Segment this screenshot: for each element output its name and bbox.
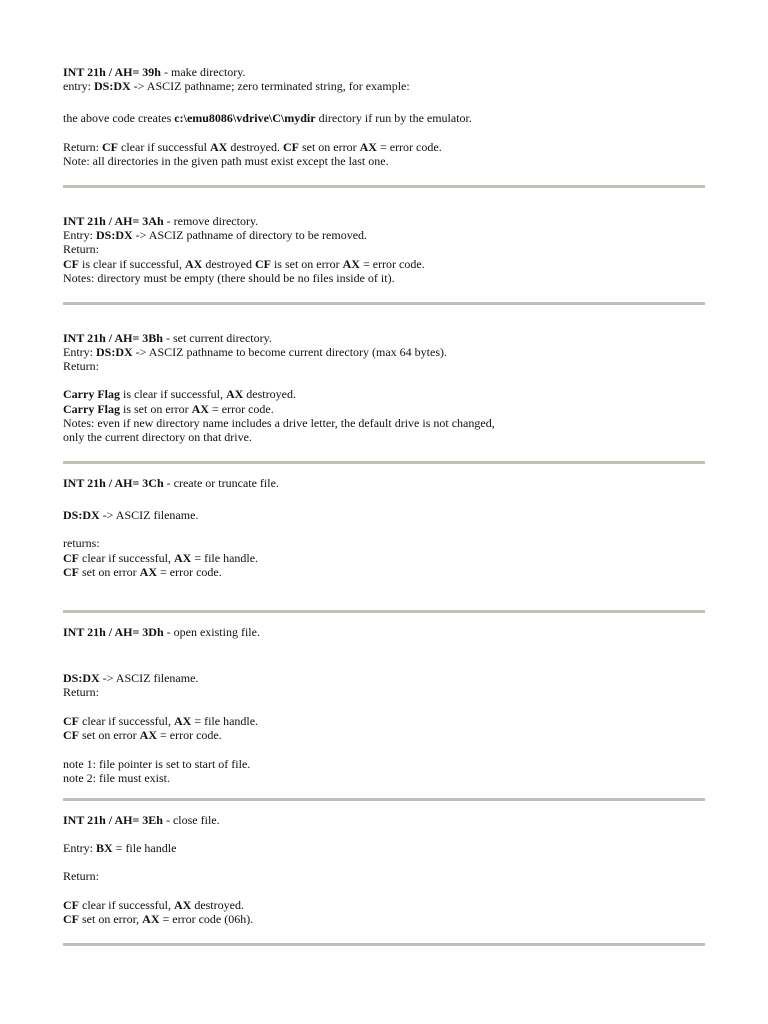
section-3dh-note-2: note 2: file must exist.	[63, 771, 170, 785]
section-3dh-cf-clear: CF clear if successful, AX = file handle.	[63, 714, 259, 728]
section-3bh-carry-set: Carry Flag is set on error AX = error code.	[63, 402, 274, 416]
section-3bh-note-2: only the current directory on that drive.	[63, 430, 252, 444]
section-39h-example: the above code creates c:\emu8086\vdrive\C\mydir directory if run by the emulator.	[63, 111, 472, 125]
section-3ch-heading: INT 21h / AH= 3Ch - create or truncate file.	[63, 476, 279, 490]
section-divider	[63, 461, 705, 464]
section-39h-note: Note: all directories in the given path must exist except the last one.	[63, 154, 389, 168]
section-3ah-cf: CF is clear if successful, AX destroyed CF is set on error AX = error code.	[63, 257, 425, 271]
section-3bh-entry: Entry: DS:DX -> ASCIZ pathname to become current directory (max 64 bytes).	[63, 345, 448, 359]
section-divider	[63, 302, 705, 305]
section-3ch-returns-label: returns:	[63, 536, 100, 550]
section-3ah-note: Notes: directory must be empty (there should be no files inside of it).	[63, 271, 395, 285]
int-code: INT 21h / AH= 3Ch	[63, 476, 164, 490]
section-3ch-dsdx: DS:DX -> ASCIZ filename.	[63, 508, 199, 522]
section-3eh-entry: Entry: BX = file handle	[63, 841, 177, 855]
section-divider	[63, 798, 705, 801]
section-3ch-cf-clear: CF clear if successful, AX = file handle.	[63, 551, 259, 565]
section-3ah-return-label: Return:	[63, 242, 99, 256]
section-3dh-heading: INT 21h / AH= 3Dh - open existing file.	[63, 625, 260, 639]
section-3bh-carry-clear: Carry Flag is clear if successful, AX destroyed.	[63, 387, 296, 401]
section-39h-entry: entry: DS:DX -> ASCIZ pathname; zero terminated string, for example:	[63, 79, 410, 93]
section-3eh-cf-set: CF set on error, AX = error code (06h).	[63, 912, 254, 926]
section-3ah-heading: INT 21h / AH= 3Ah - remove directory.	[63, 214, 259, 228]
int-code: INT 21h / AH= 3Dh	[63, 625, 164, 639]
section-39h-heading: INT 21h / AH= 39h - make directory.	[63, 65, 246, 79]
section-3bh-note-1: Notes: even if new directory name includes a drive letter, the default drive is not changed,	[63, 416, 495, 430]
section-3dh-cf-set: CF set on error AX = error code.	[63, 728, 222, 742]
section-3bh-return-label: Return:	[63, 359, 99, 373]
section-3bh-heading: INT 21h / AH= 3Bh - set current directory.	[63, 331, 272, 345]
int-code: INT 21h / AH= 3Ah	[63, 214, 164, 228]
int-code: INT 21h / AH= 3Bh	[63, 331, 163, 345]
section-divider	[63, 610, 705, 613]
int-code: INT 21h / AH= 3Eh	[63, 813, 163, 827]
section-3dh-dsdx: DS:DX -> ASCIZ filename.	[63, 671, 199, 685]
section-3dh-note-1: note 1: file pointer is set to start of file.	[63, 757, 251, 771]
section-3ah-entry: Entry: DS:DX -> ASCIZ pathname of directory to be removed.	[63, 228, 368, 242]
section-3eh-heading: INT 21h / AH= 3Eh - close file.	[63, 813, 220, 827]
section-3ch-cf-set: CF set on error AX = error code.	[63, 565, 222, 579]
section-3dh-return-label: Return:	[63, 685, 99, 699]
section-3eh-cf-clear: CF clear if successful, AX destroyed.	[63, 898, 244, 912]
section-divider	[63, 185, 705, 188]
section-3eh-return-label: Return:	[63, 869, 99, 883]
int-code: INT 21h / AH= 39h	[63, 65, 161, 79]
section-39h-return: Return: CF clear if successful AX destroyed. CF set on error AX = error code.	[63, 140, 442, 154]
section-divider	[63, 943, 705, 946]
